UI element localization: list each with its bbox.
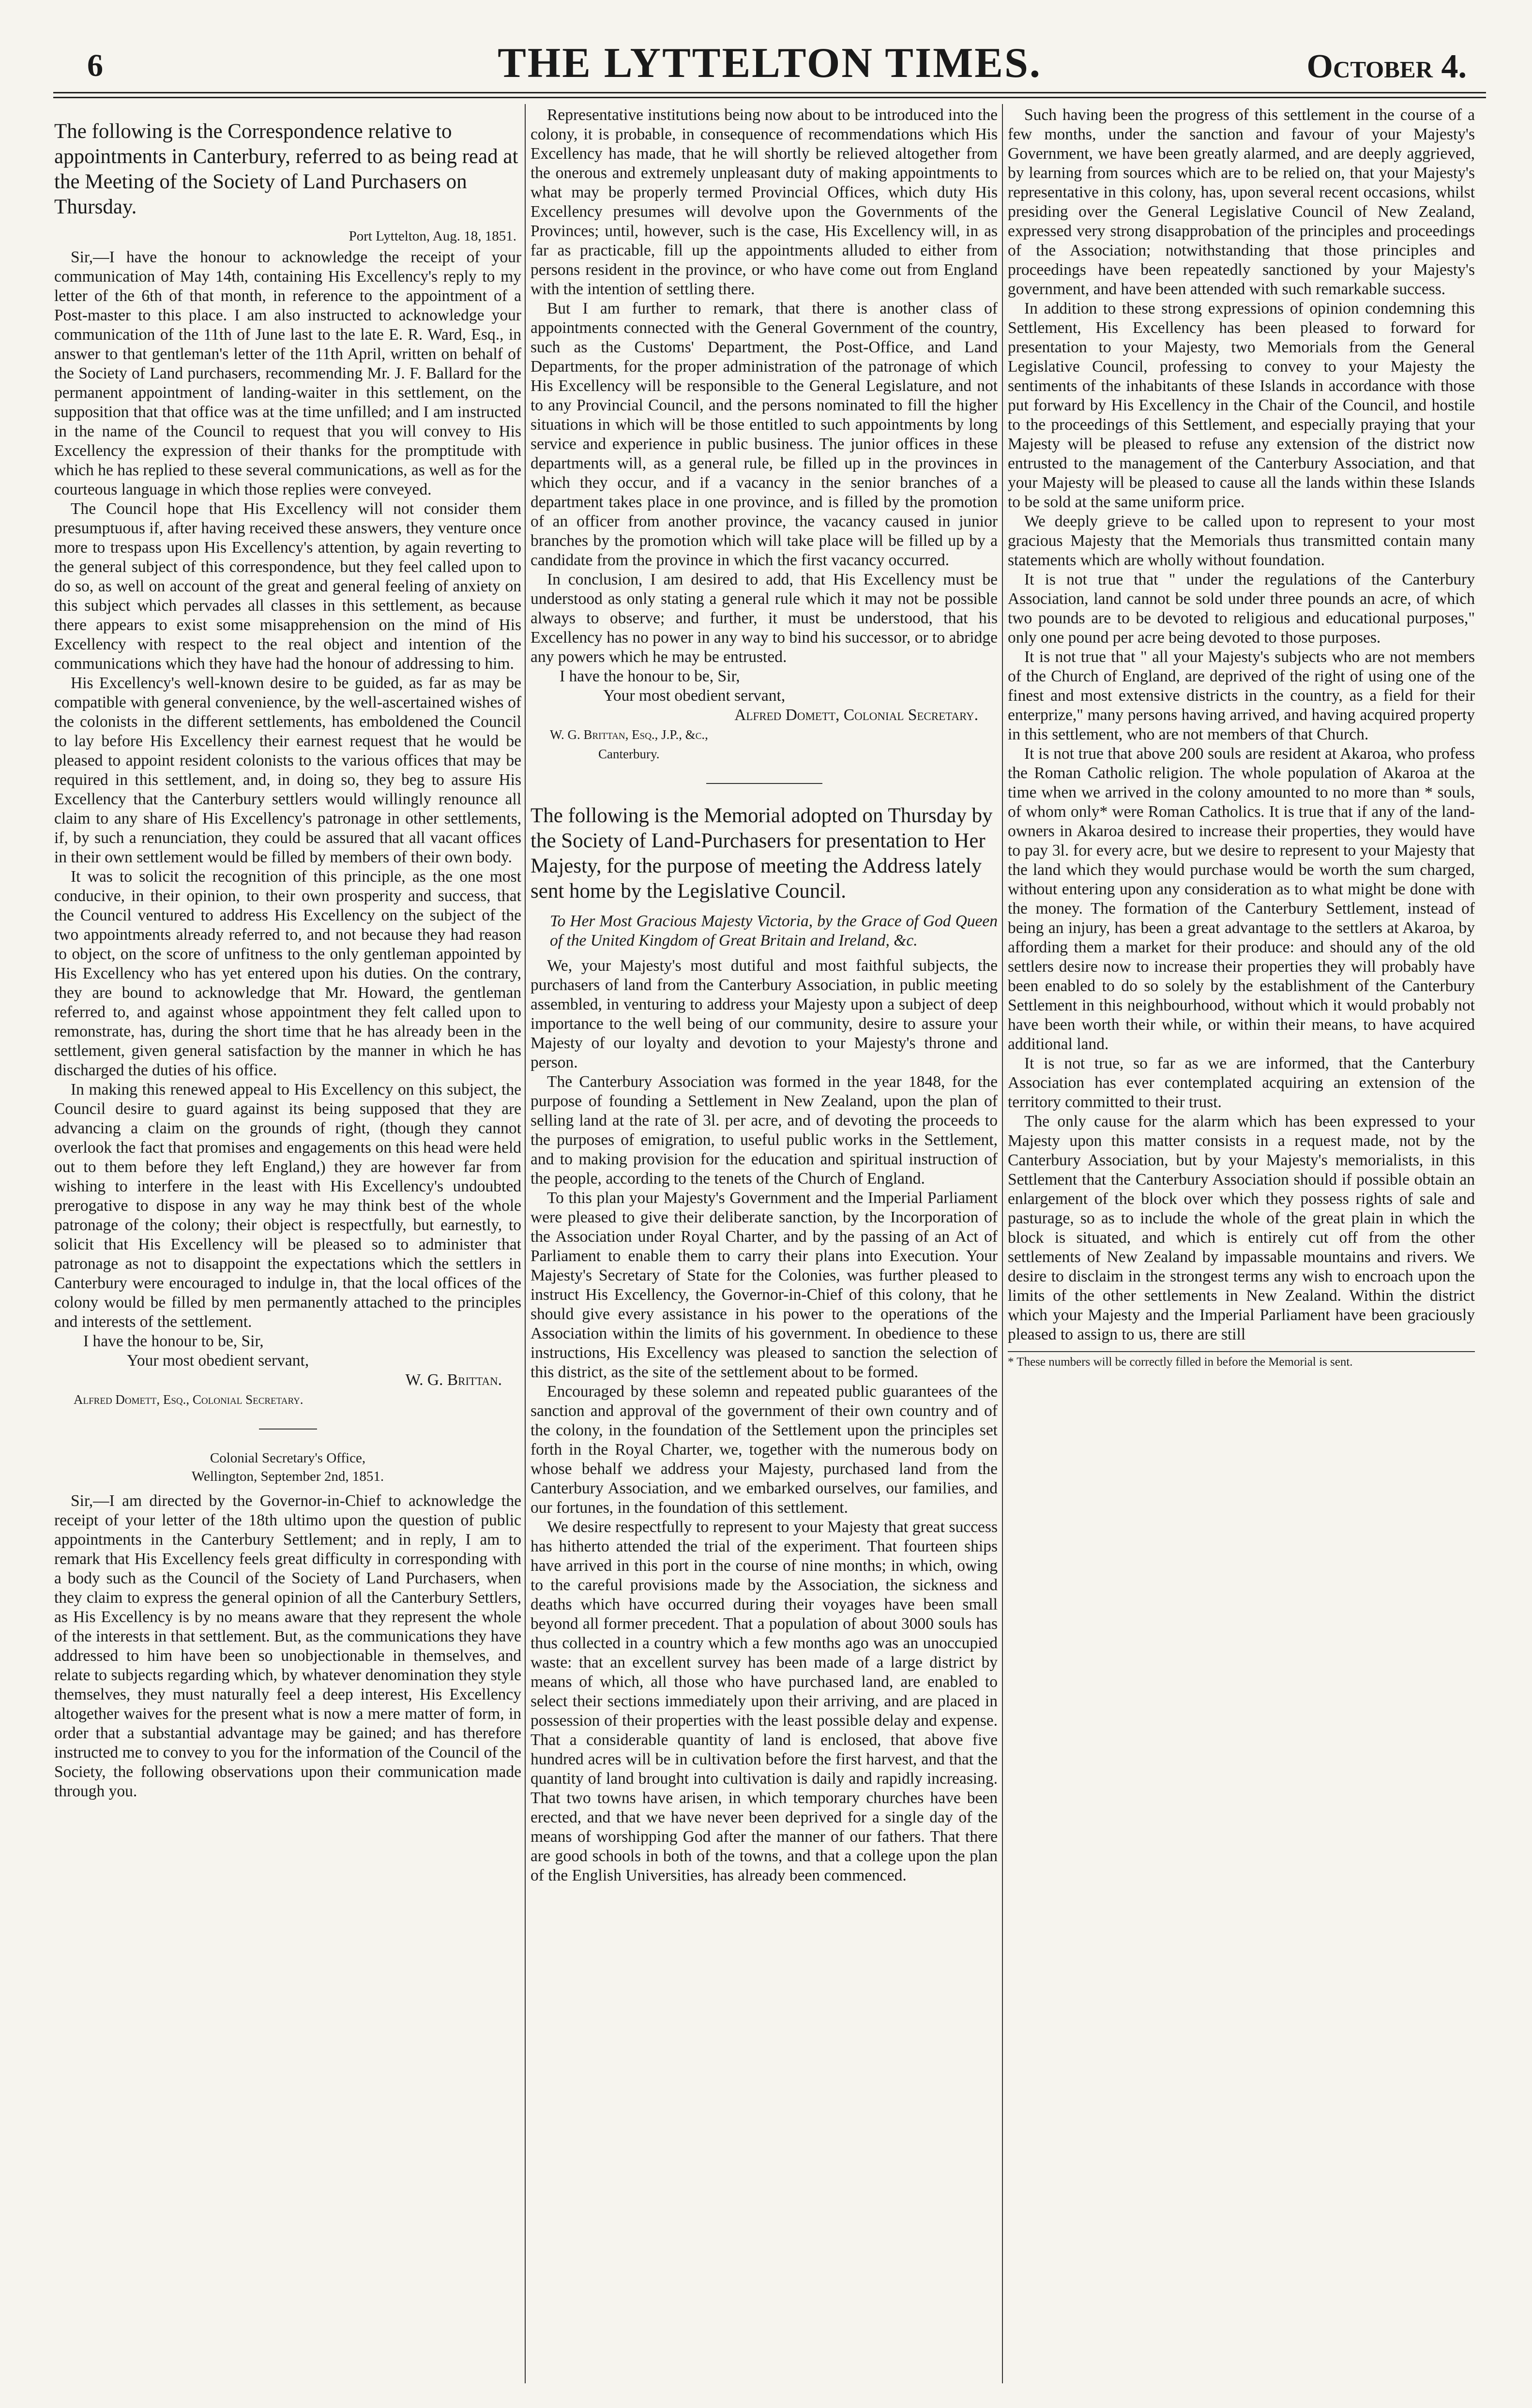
memorial-paragraph: We desire respectfully to represent to your Majesty that great success has hitherto attended the trial of the experiment. That fourteen ships have arrived in this port in the course of nine months; in which, owing to the careful provisions made by the Association, the sickness and deaths which have occurred during their voyages have been small beyond all former precedent. That a population of about 3000 souls has thus collected in a country which a few months ago was an unoccupied waste: that an excellent survey has been made of a large district by means of which, all those who have purchased land, are enabled to select their sections immediately upon their arriving, and are placed in possession of their properties with the least possible delay and expense. That a considerable quantity of land is enclosed, that above five hundred acres will be in cultivation before the first harvest, and that the quantity of land brought into cultivation is daily and rapidly increasing. That two towns have arisen, in which temporary churches have been erected, and that we have never been deprived for a single day of the means of worshipping God after the manner of our fathers. That there are good schools in both of the towns, and that a college upon the plan of the English Universities, has already been commenced. bbox=[531, 1518, 998, 1884]
masthead-rule bbox=[53, 92, 1486, 93]
section-separator bbox=[259, 1429, 317, 1430]
letter2-dateline-office: Colonial Secretary's Office, bbox=[210, 1450, 366, 1466]
memorial-paragraph: We deeply grieve to be called upon to represent to your most gracious Majesty that the Memorials thus transmitted contain many statements which are wholly without foundation. bbox=[1008, 512, 1475, 569]
letter1-addressee: Alfred Domett, Esq., Colonial Secretary. bbox=[74, 1392, 303, 1407]
memorial-paragraph: The only cause for the alarm which has been expressed to your Majesty upon this matter consists in a request made, not by the Canterbury Association, but by your Majesty's memorialists, in this Settlement that the Canterbury Association should if possible obtain an enlargement of the block over which they possess rights of sale and pasturage, so as to include the whole of the great plain in which the block is situated, and which is entirely cut off from the other settlements of New Zealand by impassable mountains and rivers. We desire to disclaim in the strongest terms any wish to encroach upon the limits of the other settlements in New Zealand. Within the district which your Majesty and the Imperial Parliament have been graciously pleased to assign to us, there are still bbox=[1008, 1113, 1475, 1343]
memorial-paragraph: It is not true that " all your Majesty's subjects who are not members of the Church of England, are deprived of the right of using one of the finest and most extensive districts in the country, as a field for their enterprize," many persons having arrived, and having acquired property in this settlement, who are not members of that Church. bbox=[1008, 648, 1475, 743]
letter2-paragraph: Sir,—I am directed by the Governor-in-Chief to acknowledge the receipt of your letter of the 18th ultimo upon the question of public appointments in the Canterbury Settlement; and in reply, I am to remark that His Excellency feels great difficulty in corresponding with a body such as the Council of the Society of Land Purchasers, when they claim to express the general opinion of all the Canterbury Settlers, as His Excellency is by no means aware that they represent the whole of the interests in that settlement. But, as the communications they have addressed to him have been so unobjectionable in themselves, and relate to subjects regarding which, by whatever denomination they style themselves, they must naturally feel a deep interest, His Excellency altogether waives for the present what is now a mere matter of form, in order that a substantial advantage may be gained; and has therefore instructed me to convey to you for the information of the Council of the Society, the following observations upon their communication made through you. bbox=[54, 1492, 521, 1800]
memorial-paragraph: It is not true, so far as we are informed, that the Canterbury Association has ever contemplated acquiring an extension of the territory committed to their trust. bbox=[1008, 1054, 1475, 1111]
issue-date: October 4. bbox=[1306, 48, 1467, 85]
letter1-paragraph: It was to solicit the recognition of this principle, as the one most conducive, in their opinion, to their own prosperity and success, that the Council ventured to address His Excellency on the subject of the two appointments already referred to, and not because they had reason to object, on the score of unfitness to the only gentleman appointed by His Excellency who has yet entered upon his duties. On the contrary, they are bound to acknowledge that Mr. Howard, the gentleman referred to, and against whose appointment they felt called upon to remonstrate, has, during the short time that he has already been in the settlement, given general satisfaction by the manner in which he has discharged the duties of his office. bbox=[54, 868, 521, 1079]
letter1-closing: I have the honour to be, Sir, bbox=[83, 1332, 264, 1350]
column-3 bbox=[1008, 105, 1475, 2380]
column-1 bbox=[54, 105, 521, 2380]
memorial-paragraph: It is not true that " under the regulations of the Canterbury Association, land cannot be sold under three pounds an acre, of which two pounds are to be devoted to religious and educational purposes," only one pound per acre being devoted to those purposes. bbox=[1008, 571, 1475, 647]
memorial-paragraph: To this plan your Majesty's Government and the Imperial Parliament were pleased to give their deliberate sanction, by the Incorporation of the Association under Royal Charter, and by the passing of an Act of Parliament to enable them to carry their plans into Execution. Your Majesty's Secretary of State for the Colonies, was further pleased to instruct His Excellency, the Governor-in-Chief of this colony, that he should give every assistance in his power to the operations of the Association within the limits of his government. In obedience to these instructions, His Excellency was pleased to sanction the selection of this district, as the site of the settlement about to be formed. bbox=[531, 1189, 998, 1381]
memorial-paragraph: We, your Majesty's most dutiful and most faithful subjects, the purchasers of land from the Canterbury Association, in public meeting assembled, in venturing to address your Majesty upon a subject of deep importance to the well being of our community, desire to assure your Majesty of our loyalty and devotion to your Majesty's throne and person. bbox=[531, 957, 998, 1071]
letter1-paragraph: The Council hope that His Excellency will not consider them presumptuous if, after having received these answers, they venture once more to trespass upon His Excellency's attention, by again reverting to the general subject of this correspondence, but they feel called upon to do so, as well on account of the great and general feeling of anxiety on this subject which pervades all classes in this settlement, as because there appears to exist some misapprehension on the mind of His Excellency with respect to the real object and intention of the communications which they have had the honour of addressing to him. bbox=[54, 500, 521, 673]
memorial-paragraph: It is not true that above 200 souls are resident at Akaroa, who profess the Roman Catholic religion. The whole population of Akaroa at the time when we arrived in the colony amounted to no more than * souls, of whom only* were Roman Catholics. It is true that if any of the land-owners in Akaroa desired to increase their properties, they would have to pay 3l. for every acre, but we desire to represent to your Majesty that the land which they would purchase would be worth the sum charged, without entering upon any consideration as to what might be done with the money. The formation of the Canterbury Settlement, instead of being an injury, has been a great advantage to the settlers at Akaroa, by affording them a market for their produce: and should any of the old settlers desire now to increase their properties they will probably have been enabled to do so solely by the establishment of the Canterbury Settlement in this neighbourhood, without which it would probably not have been worth their while, or within their means, to have acquired additional land. bbox=[1008, 745, 1475, 1053]
masthead-rule bbox=[53, 97, 1486, 98]
letter1-paragraph: In making this renewed appeal to His Excellency on this subject, the Council desire to guard against its being supposed that they are advancing a claim on the grounds of right, (though they cannot overlook the fact that promises and engagements on this head were held out to them before they left England,) they are however far from wishing to interfere in the least with His Excellency's undoubted prerogative to dispose in any way he may think best of the whole patronage of the colony; their object is respectfully, but earnestly, to solicit that His Excellency will be pleased so to administer that patronage as not to disappoint the expectations which the settlers in Canterbury were encouraged to indulge in, that the local offices of the colony would be filled by men permanently attached to the principles and interests of the settlement. bbox=[54, 1081, 521, 1331]
letter2-paragraph: But I am further to remark, that there is another class of appointments connected with the General Government of the country, such as the Customs' Department, the Post-Office, and Land Departments, for the proper administration of the patronage of which His Excellency will be responsible to the General Legislature, and not to any Provincial Council, and the persons nominated to fill the higher situations in which will be those entitled to such appointments by long service and experience in public business. The junior offices in these departments will, as a general rule, be filled up in the provinces in which they occur, and if a vacancy in the senior branches of a department takes place in one province, and is filled by the promotion of an officer from another province, the vacancy caused in junior branches by the promotion which will take place will be filled up by a candidate from the province in which the first vacancy occurred. bbox=[531, 300, 998, 569]
memorial-paragraph: Encouraged by these solemn and repeated public guarantees of the sanction and approval of the government of their own country and of the colony, in the foundation of the Settlement upon the principles set forth in the Royal Charter, we, together with the numerous body on whose behalf we address your Majesty, purchased land from the Canterbury Association, and we embarked ourselves, our families, and our fortunes, in the foundation of this settlement. bbox=[531, 1383, 998, 1517]
letter2-addressee-place: Canterbury. bbox=[598, 747, 660, 761]
letter2-addressee: W. G. Brittan, Esq., J.P., &c., bbox=[550, 727, 708, 742]
column-divider bbox=[1002, 104, 1003, 2383]
letter2-closing: I have the honour to be, Sir, bbox=[560, 667, 740, 685]
memorial-paragraph: The Canterbury Association was formed in the year 1848, for the purpose of founding a Settlement in New Zealand, upon the plan of selling land at the rate of 3l. per acre, and of devoting the proceeds to the purposes of emigration, to useful public works in the Settlement, and to making provision for the education and spiritual instruction of the people, according to the tenets of the Church of England. bbox=[531, 1073, 998, 1188]
letter1-closing: Your most obedient servant, bbox=[127, 1352, 309, 1370]
masthead bbox=[53, 19, 1486, 92]
footnote: * These numbers will be correctly filled in before the Memorial is sent. bbox=[1008, 1351, 1475, 1370]
letter2-paragraph: Representative institutions being now about to be introduced into the colony, it is probable, in consequence of recommendations which His Excellency has made, that he will shortly be relieved altogether from the onerous and extremely unpleasant duty of making appointments to what may be properly termed Provincial Offices, which duty His Excellency presumes will devolve upon the Governments of the Provinces; until, however, such is the case, His Excellency will, in as far as practicable, fill up the appointments alluded to either from persons resident in the province, or who have come out from England with the intention of settling there. bbox=[531, 106, 998, 298]
memorial-paragraph: Such having been the progress of this settlement in the course of a few months, under the sanction and favour of your Majesty's Government, we have been greatly alarmed, and are deeply aggrieved, by learning from sources which are to be relied on, that your Majesty's representative in this colony, has, upon several recent occasions, whilst presiding over the General Legislative Council of New Zealand, expressed very strong disapprobation of the principles and proceedings of the Association; notwithstanding that those principles and proceedings have been repeatedly sanctioned by your Majesty's government, and have been attended with such remarkable success. bbox=[1008, 106, 1475, 298]
column-2 bbox=[531, 105, 998, 2380]
correspondence-intro: The following is the Correspondence relative to appointments in Canterbury, referred to as being read at the Meeting of the Society of Land Purchasers on Thursday. bbox=[54, 120, 518, 218]
letter2-signature: Alfred Domett, Colonial Secretary. bbox=[734, 706, 978, 724]
memorial-dedication: To Her Most Gracious Majesty Victoria, by the Grace of God Queen of the United Kingdom of Great Britain and Ireland, &c. bbox=[550, 912, 998, 949]
memorial-intro: The following is the Memorial adopted on Thursday by the Society of Land-Purchasers for presentation to Her Majesty, for the purpose of meeting the Address lately sent home by the Legislative Council. bbox=[531, 804, 993, 903]
letter1-paragraph: Sir,—I have the honour to acknowledge the receipt of your communication of May 14th, containing His Excellency's reply to my letter of the 6th of that month, in reference to the appointment of a Post-master to this place. I am also instructed to acknowledge your communication of the 11th of June last to the late E. R. Ward, Esq., in answer to that gentleman's letter of the 11th April, written on behalf of the Society of Land purchasers, recommending Mr. J. F. Ballard for the permanent appointment of landing-waiter in this settlement, on the supposition that that office was at the time unfilled; and I am instructed in the name of the Council to request that you will convey to His Excellency the expression of their thanks for the promptitude with which he has replied to these several communications, as well as for the courteous language in which those replies were conveyed. bbox=[54, 248, 521, 498]
letter2-dateline-date: Wellington, September 2nd, 1851. bbox=[191, 1469, 384, 1484]
letter2-closing: Your most obedient servant, bbox=[603, 687, 786, 705]
section-separator bbox=[706, 783, 822, 784]
letter1-dateline: Port Lyttelton, Aug. 18, 1851. bbox=[349, 228, 516, 244]
letter1-paragraph: His Excellency's well-known desire to be guided, as far as may be compatible with general convenience, by the well-ascertained wishes of the colonists in the different settlements, has emboldened the Council to lay before His Excellency their earnest request that he would be pleased to appoint resident colonists to the various offices that may be required in this settlement, and, in doing so, they beg to assure His Excellency that the Canterbury settlers would willingly renounce all claim to any share of His Excellency's patronage in other settlements, if, by such a renunciation, they could be assured that all vacant offices in their own settlement would be filled by members of their own body. bbox=[54, 674, 521, 866]
letter2-paragraph: In conclusion, I am desired to add, that His Excellency must be understood as only stating a general rule which it may not be possible always to observe; and further, it must be understood, that his Excellency has no power in any way to bind his successor, or to abridge any powers which he may be entrusted. bbox=[531, 571, 998, 666]
newspaper-title: THE LYTTELTON TIMES. bbox=[498, 40, 1042, 87]
memorial-paragraph: In addition to these strong expressions of opinion condemning this Settlement, His Excellency has been pleased to forward for presentation to your Majesty, two Memorials from the General Legislative Council, professing to convey to your Majesty the sentiments of the inhabitants of these Islands in accordance with those put forward by His Excellency in the Chair of the Council, and hostile to the proceedings of this Settlement, and especially praying that your Majesty will be pleased to refuse any extension of the district now entrusted to the management of the Canterbury Association, and that your Majesty will be pleased to cause all the lands within these Islands to be sold at the same uniform price. bbox=[1008, 300, 1475, 511]
letter1-signature: W. G. Brittan. bbox=[405, 1371, 502, 1389]
column-divider bbox=[525, 104, 526, 2383]
page-number: 6 bbox=[87, 48, 103, 83]
letter2-dateline bbox=[54, 1449, 521, 1486]
